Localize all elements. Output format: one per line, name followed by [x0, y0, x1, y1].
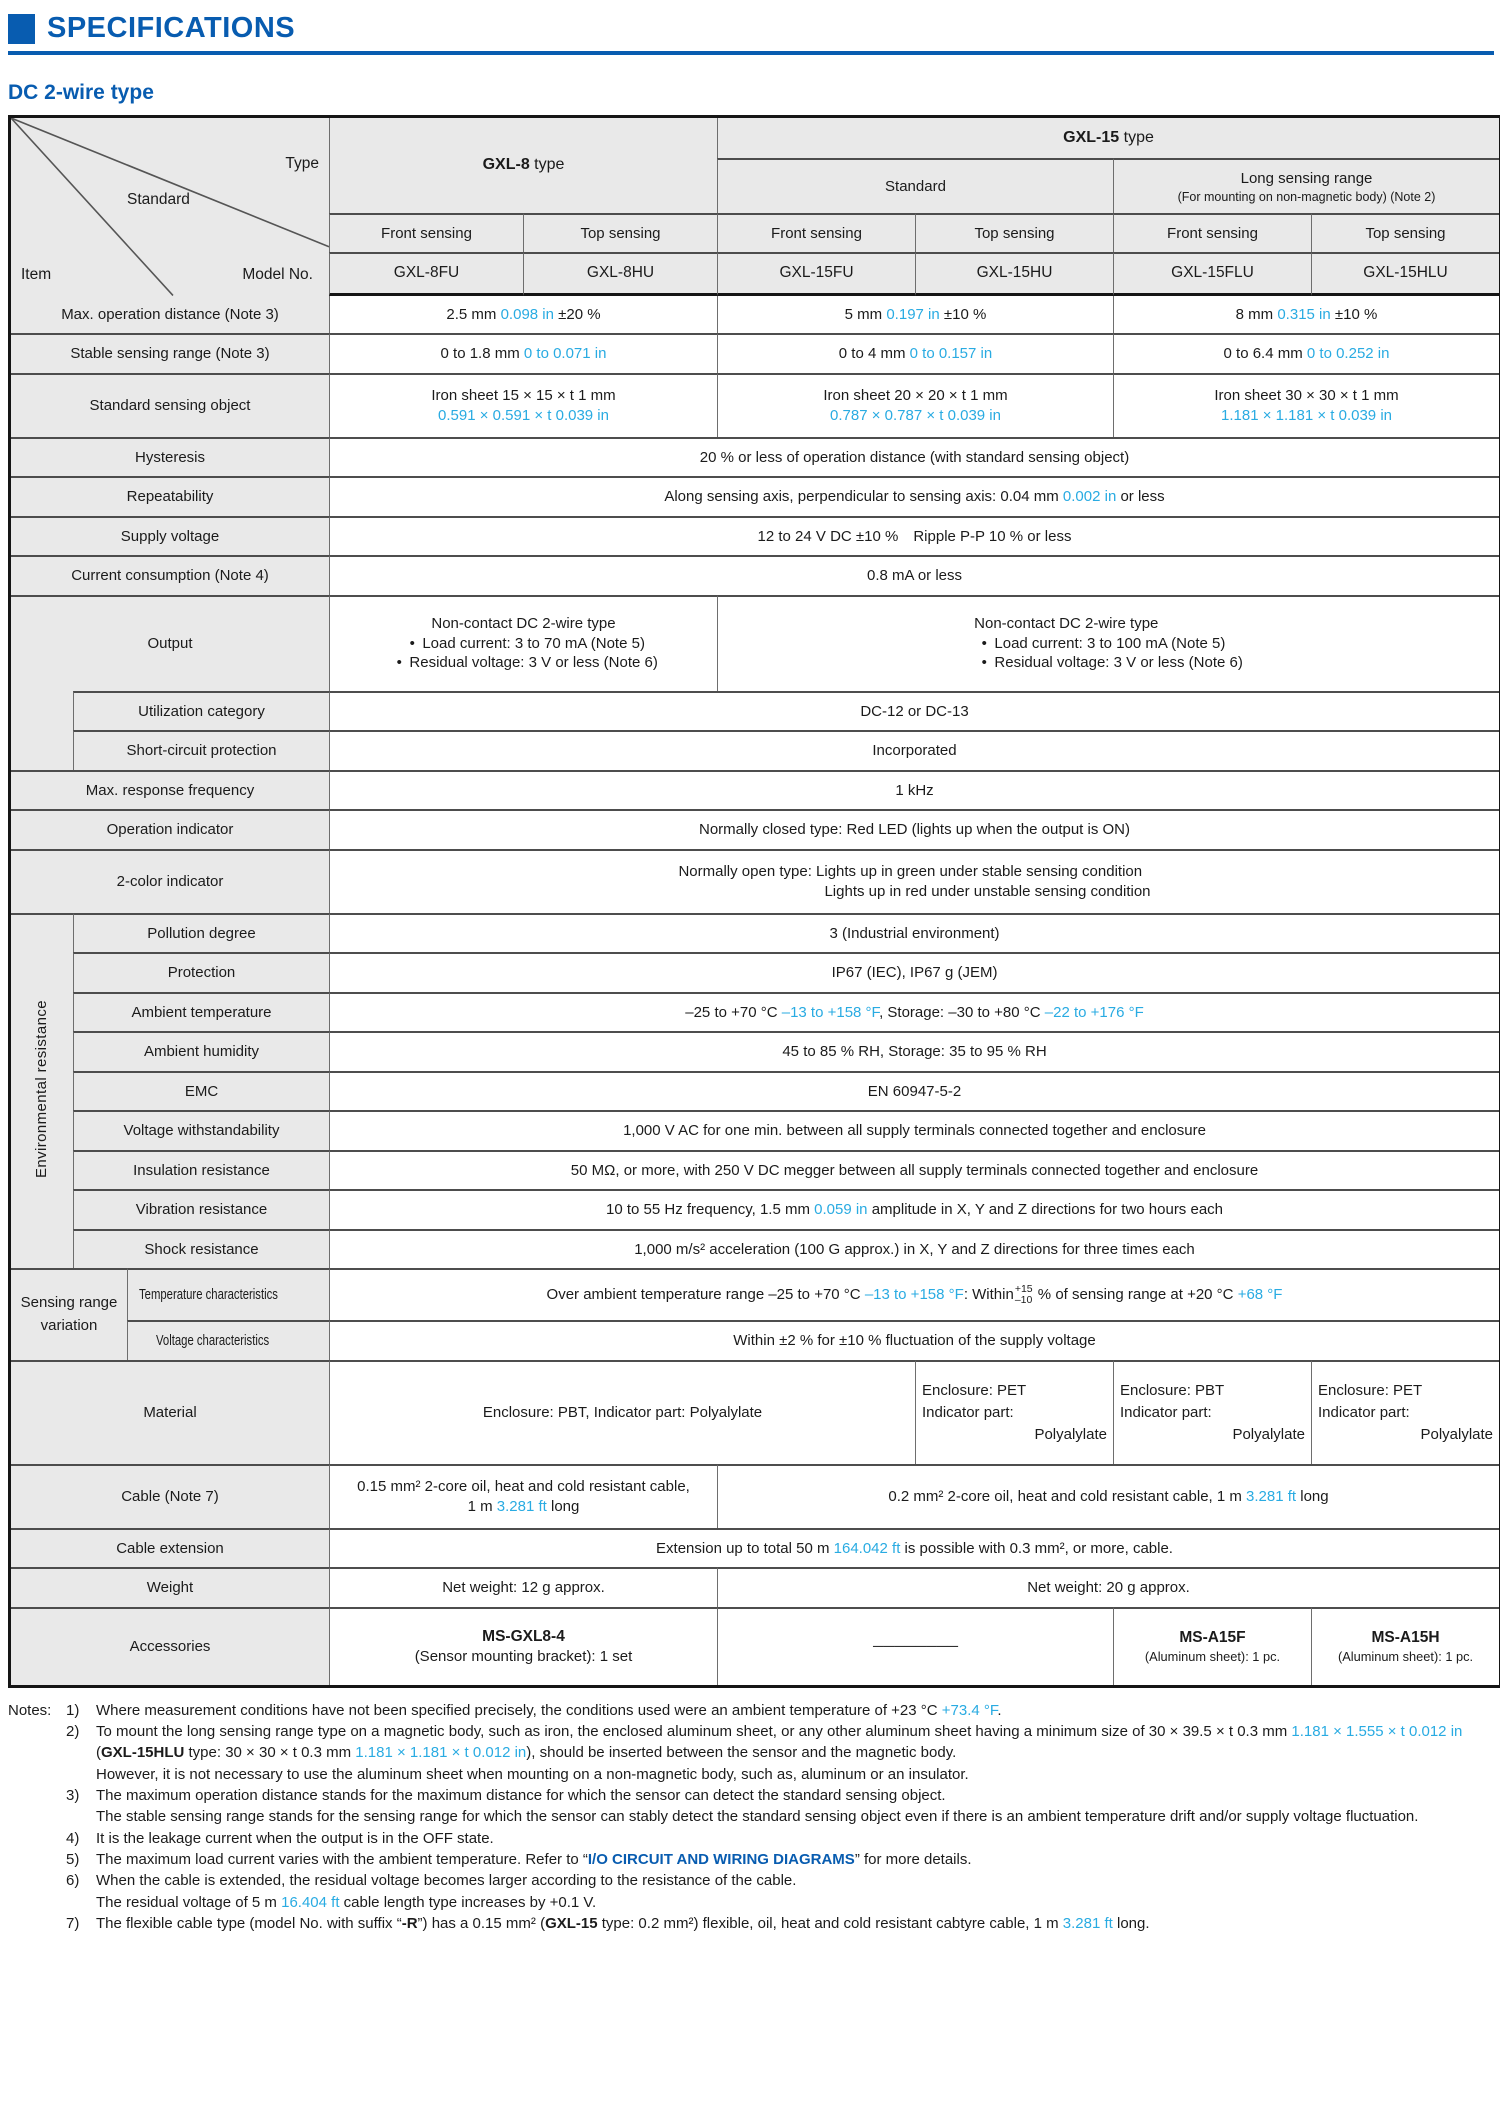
temperature-characteristics-text: Temperature characteristics	[139, 1287, 279, 1304]
row-label-shock-resistance: Shock resistance	[73, 1229, 329, 1269]
title-rule	[8, 51, 1494, 55]
row-accessories	[11, 1607, 1499, 1685]
corner-item-label: Item	[21, 266, 52, 284]
text-segment: GXL-15HLU	[101, 1744, 185, 1762]
row-label-temperature-characteristics	[127, 1268, 329, 1320]
text-segment: 0.15 mm² 2-core oil, heat and cold resistant cable, 1 m	[357, 1478, 690, 1515]
row-hysteresis	[11, 437, 1499, 477]
note-text	[96, 1700, 1494, 1721]
note-text	[96, 1721, 1494, 1785]
row-short-circuit-protection	[11, 730, 1499, 770]
row-label-operation-indicator: Operation indicator	[11, 809, 329, 849]
row-max-response-frequency	[11, 770, 1499, 810]
text-segment: 0.197 in	[886, 305, 940, 323]
cell-voltage-characteristics: Within ±2 % for ±10 % fluctuation of the supply voltage	[329, 1320, 1499, 1360]
text-segment: Over ambient temperature range –25 to +70 °C	[546, 1285, 865, 1303]
text-segment: • Residual voltage: 3 V or less (Note 6)	[974, 654, 1243, 672]
cell-gxl15-long-max-operation-distance	[1113, 296, 1499, 334]
text-segment: +68 °F	[1237, 1285, 1283, 1303]
text-segment: Non-contact DC 2-wire type	[974, 615, 1159, 633]
col-gxl15-top-sensing: Top sensing	[915, 213, 1113, 253]
text-segment: Iron sheet 30 × 30 × t 1 mm	[1214, 387, 1399, 405]
accessory-model: MS-GXL8-4	[482, 1628, 565, 1646]
text-segment: 3.281 ft	[496, 1497, 547, 1515]
cell-gxl15-std-accessories	[717, 1607, 1113, 1685]
cell-protection: IP67 (IEC), IP67 g (JEM)	[329, 952, 1499, 992]
cell-gxl15-weight: Net weight: 20 g approx.	[717, 1567, 1499, 1607]
note-1	[66, 1700, 1494, 1721]
material-enclosure: Enclosure: PET	[1318, 1382, 1423, 1400]
row-material	[11, 1360, 1499, 1464]
row-label-ambient-temperature: Ambient temperature	[73, 992, 329, 1032]
material-indicator-value: Polyalylate	[1034, 1425, 1107, 1443]
text-segment: The residual voltage of 5 m	[96, 1893, 282, 1911]
text-segment: Lights up in red under unstable sensing condition	[824, 882, 1151, 900]
col-group-long-sensing-range	[1113, 158, 1499, 213]
cell-vibration-resistance	[329, 1189, 1499, 1229]
row-protection	[11, 952, 1499, 992]
row-ambient-humidity	[11, 1031, 1499, 1071]
text-segment: is possible with 0.3 mm², or more, cable.	[900, 1539, 1173, 1557]
note-number: 1)	[66, 1701, 80, 1719]
cell-gxl8-output	[329, 595, 717, 691]
row-max-operation-distance	[11, 296, 1499, 334]
long-range-note: (For mounting on non-magnetic body) (Note 2)	[1177, 189, 1436, 204]
row-temperature-characteristics	[11, 1268, 1499, 1320]
cell-cable-extension	[329, 1528, 1499, 1568]
text-segment: 8 mm	[1235, 305, 1278, 323]
text-segment: Normally open type: Lights up in green under stable sensing condition	[678, 863, 1143, 881]
text-segment: -R	[401, 1914, 418, 1932]
row-label-voltage-withstandability: Voltage withstandability	[73, 1110, 329, 1150]
row-label-emc: EMC	[73, 1071, 329, 1111]
text-segment: ±10 %	[939, 305, 987, 323]
text-segment: Extension up to total 50 m	[656, 1539, 834, 1557]
cell-gxl8-stable-sensing-range	[329, 333, 717, 373]
text-segment: (	[96, 1744, 101, 1762]
text-segment: 1.181 × 1.181 × t 0.039 in	[1221, 406, 1392, 424]
text-segment: Iron sheet 20 × 20 × t 1 mm	[823, 387, 1008, 405]
row-label-material: Material	[11, 1360, 329, 1464]
col-gxl15-long-top-sensing: Top sensing	[1311, 213, 1499, 253]
col-group-standard: Standard	[717, 158, 1113, 213]
row-label-short-circuit-protection: Short-circuit protection	[73, 730, 329, 770]
no-accessory-dash: ────────	[872, 1638, 959, 1656]
long-range-title: Long sensing range	[1240, 170, 1373, 187]
row-label-max-operation-distance: Max. operation distance (Note 3)	[11, 296, 329, 334]
text-segment: 0.315 in	[1277, 305, 1331, 323]
io-circuit-and-wiring-diagrams-link[interactable]: I/O CIRCUIT AND WIRING DIAGRAMS	[587, 1850, 855, 1868]
cell-material-gxl15hlu	[1311, 1360, 1499, 1464]
material-indicator-value: Polyalylate	[1232, 1425, 1305, 1443]
text-segment: type: 30 × 30 × t 0.3 mm	[184, 1744, 356, 1762]
text-segment: However, it is not necessary to use the aluminum sheet when mounting on a non-magnetic body, such as, aluminum or an insulator.	[96, 1765, 969, 1783]
text-segment: 0.787 × 0.787 × t 0.039 in	[830, 406, 1001, 424]
cell-short-circuit-protection: Incorporated	[329, 730, 1499, 770]
cell-material-gxl15hu	[915, 1360, 1113, 1464]
model-gxl-15fu: GXL-15FU	[717, 252, 915, 295]
cell-gxl8-accessories	[329, 1607, 717, 1685]
note-text	[96, 1828, 1494, 1849]
material-indicator: Indicator part:	[1318, 1403, 1410, 1421]
specifications-table	[8, 115, 1500, 1688]
cell-gxl15-std-standard-sensing-object	[717, 373, 1113, 437]
row-operation-indicator	[11, 809, 1499, 849]
accessory-description: (Aluminum sheet): 1 pc.	[1337, 1648, 1474, 1664]
text-segment: 0.002 in	[1062, 488, 1117, 506]
note-5	[66, 1849, 1494, 1870]
cell-repeatability	[329, 476, 1499, 516]
cell-shock-resistance: 1,000 m/s² acceleration (100 G approx.) in X, Y and Z directions for three times each	[329, 1229, 1499, 1269]
text-segment: ), should be inserted between the sensor and the magnetic body.	[526, 1744, 957, 1762]
note-text	[96, 1849, 1494, 1870]
cell-two-color-indicator	[329, 849, 1499, 913]
row-weight	[11, 1567, 1499, 1607]
cell-gxl15-output	[717, 595, 1499, 691]
text-segment: –13 to +158 °F	[781, 1003, 880, 1021]
row-label-pollution-degree: Pollution degree	[73, 913, 329, 953]
gxl15-output-block	[974, 614, 1243, 673]
cell-ambient-humidity: 45 to 85 % RH, Storage: 35 to 95 % RH	[329, 1031, 1499, 1071]
text-segment: Non-contact DC 2-wire type	[431, 615, 616, 633]
text-segment: 0 to 1.8 mm	[440, 345, 524, 363]
cell-gxl15-cable	[717, 1464, 1499, 1528]
notes-section	[8, 1700, 1494, 1934]
text-segment: GXL-15	[545, 1914, 598, 1932]
model-gxl-15flu: GXL-15FLU	[1113, 252, 1311, 295]
text-segment: type: 0.2 mm²) flexible, oil, heat and cold resistant cabtyre cable, 1 m	[597, 1914, 1063, 1932]
cell-material-gxl8-gxl15fu: Enclosure: PBT, Indicator part: Polyalylate	[329, 1360, 915, 1464]
text-segment: 0.591 × 0.591 × t 0.039 in	[438, 406, 609, 424]
row-label-utilization-category: Utilization category	[73, 691, 329, 731]
row-emc	[11, 1071, 1499, 1111]
cell-emc: EN 60947-5-2	[329, 1071, 1499, 1111]
cell-gxl15flu-accessories	[1113, 1607, 1311, 1685]
row-shock-resistance	[11, 1229, 1499, 1269]
text-segment: 0 to 0.252 in	[1306, 345, 1390, 363]
text-segment: 2.5 mm	[446, 305, 501, 323]
corner-model-no-label: Model No.	[242, 266, 313, 284]
row-supply-voltage	[11, 516, 1499, 556]
row-vibration-resistance	[11, 1189, 1499, 1229]
accessory-description: (Aluminum sheet): 1 pc.	[1144, 1648, 1281, 1664]
cell-gxl15hlu-accessories	[1311, 1607, 1499, 1685]
group-sensing-range-variation: Sensing range variation	[11, 1268, 127, 1360]
row-label-supply-voltage: Supply voltage	[11, 516, 329, 556]
row-label-vibration-resistance: Vibration resistance	[73, 1189, 329, 1229]
text-segment: % of sensing range at +20 °C	[1033, 1285, 1238, 1303]
cell-gxl15-std-stable-sensing-range	[717, 333, 1113, 373]
text-segment: –22 to +176 °F	[1044, 1003, 1144, 1021]
text-segment: Where measurement conditions have not been specified precisely, the conditions used were an ambient temperature of +23 °C	[96, 1701, 942, 1719]
group-environmental-resistance	[11, 913, 73, 1269]
row-cable	[11, 1464, 1499, 1528]
row-label-stable-sensing-range: Stable sensing range (Note 3)	[11, 333, 329, 373]
row-label-accessories: Accessories	[11, 1607, 329, 1685]
gxl15-type-suffix: type	[1119, 128, 1154, 146]
text-segment: It is the leakage current when the output is in the OFF state.	[96, 1829, 494, 1847]
cell-insulation-resistance: 50 MΩ, or more, with 250 V DC megger between all supply terminals connected together and enclosure	[329, 1150, 1499, 1190]
text-segment: 0 to 4 mm	[838, 345, 910, 363]
text-segment: 16.404 ft	[281, 1893, 340, 1911]
text-segment: or less	[1116, 488, 1165, 506]
col-group-gxl15	[717, 118, 1499, 158]
corner-type-label: Type	[285, 155, 319, 172]
row-insulation-resistance	[11, 1150, 1499, 1190]
cell-supply-voltage: 12 to 24 V DC ±10 % Ripple P-P 10 % or less	[329, 516, 1499, 556]
row-ambient-temperature	[11, 992, 1499, 1032]
text-segment: 1.181 × 1.181 × t 0.012 in	[355, 1744, 527, 1762]
text-segment: 3.281 ft	[1246, 1488, 1297, 1506]
cell-hysteresis: 20 % or less of operation distance (with standard sensing object)	[329, 437, 1499, 477]
text-segment: 10 to 55 Hz frequency, 1.5 mm	[605, 1201, 815, 1219]
text-segment: 3.281 ft	[1062, 1914, 1113, 1932]
text-segment: , Storage: –30 to +80 °C	[879, 1003, 1045, 1021]
note-3	[66, 1785, 1494, 1828]
text-segment: +15 –10	[1014, 1283, 1033, 1307]
text-segment: : Within	[963, 1285, 1014, 1303]
model-gxl-15hlu: GXL-15HLU	[1311, 252, 1499, 295]
cell-voltage-withstandability: 1,000 V AC for one min. between all supply terminals connected together and enclosure	[329, 1110, 1499, 1150]
text-segment: 0.059 in	[814, 1201, 868, 1219]
note-number: 7)	[66, 1914, 80, 1932]
notes-heading: Notes:	[8, 1701, 52, 1719]
text-segment: 0 to 6.4 mm	[1223, 345, 1307, 363]
gxl8-type-suffix: type	[529, 156, 565, 174]
row-current-consumption	[11, 555, 1499, 595]
cell-utilization-category: DC-12 or DC-13	[329, 691, 1499, 731]
text-segment: 5 mm	[844, 305, 887, 323]
cell-gxl15-long-standard-sensing-object	[1113, 373, 1499, 437]
row-label-insulation-resistance: Insulation resistance	[73, 1150, 329, 1190]
text-segment: ±20 %	[553, 305, 601, 323]
text-segment: The maximum load current varies with the ambient temperature. Refer to “	[96, 1850, 588, 1868]
notes-list	[66, 1700, 1494, 1934]
material-enclosure: Enclosure: PET	[922, 1382, 1027, 1400]
row-label-current-consumption: Current consumption (Note 4)	[11, 555, 329, 595]
row-voltage-withstandability	[11, 1110, 1499, 1150]
text-segment: • Load current: 3 to 70 mA (Note 5)	[402, 634, 645, 652]
section-title-bar	[8, 12, 1494, 45]
row-cable-extension	[11, 1528, 1499, 1568]
output-group-strip	[11, 730, 73, 770]
cell-gxl15-long-stable-sensing-range	[1113, 333, 1499, 373]
text-segment: The stable sensing range stands for the sensing range for which the sensor can stably detect the standard sensing object even if there is an ambient temperature drift and/or supply voltage fluctuation.	[96, 1808, 1419, 1826]
row-voltage-characteristics	[11, 1320, 1499, 1360]
note-number: 4)	[66, 1829, 80, 1847]
text-segment: • Residual voltage: 3 V or less (Note 6)	[389, 654, 658, 672]
row-label-hysteresis: Hysteresis	[11, 437, 329, 477]
voltage-characteristics-text: Voltage characteristics	[155, 1333, 270, 1350]
text-segment: When the cable is extended, the residual voltage becomes larger according to the resistance of the cable.	[96, 1872, 797, 1890]
cell-gxl15-std-max-operation-distance	[717, 296, 1113, 334]
note-text	[96, 1785, 1494, 1828]
cell-gxl8-cable	[329, 1464, 717, 1528]
output-group-strip	[11, 691, 73, 731]
text-segment: 0.098 in	[500, 305, 554, 323]
col-gxl15-long-front-sensing: Front sensing	[1113, 213, 1311, 253]
cell-material-gxl15flu	[1113, 1360, 1311, 1464]
row-label-two-color-indicator: 2-color indicator	[11, 849, 329, 913]
text-segment: 0 to 0.071 in	[523, 345, 607, 363]
row-label-max-response-frequency: Max. response frequency	[11, 770, 329, 810]
text-segment: ” for more details.	[854, 1850, 972, 1868]
model-gxl-15hu: GXL-15HU	[915, 252, 1113, 295]
row-label-output: Output	[11, 595, 329, 691]
note-7	[66, 1913, 1494, 1934]
text-segment: • Load current: 3 to 100 mA (Note 5)	[974, 634, 1226, 652]
text-segment: Along sensing axis, perpendicular to sensing axis: 0.04 mm	[664, 488, 1063, 506]
text-segment: 164.042 ft	[833, 1539, 901, 1557]
text-segment: 0 to 0.157 in	[909, 345, 993, 363]
row-label-standard-sensing-object: Standard sensing object	[11, 373, 329, 437]
model-gxl-8hu: GXL-8HU	[523, 252, 717, 295]
row-output	[11, 595, 1499, 691]
row-pollution-degree	[11, 913, 1499, 953]
text-segment: The flexible cable type (model No. with suffix “	[96, 1914, 402, 1932]
cell-max-response-frequency: 1 kHz	[329, 770, 1499, 810]
text-segment: .	[997, 1701, 1002, 1719]
note-number: 3)	[66, 1787, 80, 1805]
note-text	[96, 1870, 1494, 1913]
row-label-voltage-characteristics	[127, 1320, 329, 1360]
row-label-cable-extension: Cable extension	[11, 1528, 329, 1568]
material-indicator-value: Polyalylate	[1420, 1425, 1494, 1443]
two-color-indicator-block	[678, 862, 1150, 901]
text-segment: cable length type increases by +0.1 V.	[339, 1893, 597, 1911]
title-square-icon	[8, 14, 35, 44]
row-label-cable: Cable (Note 7)	[11, 1464, 329, 1528]
cell-pollution-degree: 3 (Industrial environment)	[329, 913, 1499, 953]
row-two-color-indicator	[11, 849, 1499, 913]
accessory-model: MS-A15F	[1179, 1629, 1246, 1647]
text-segment: +73.4 °F	[941, 1701, 998, 1719]
cell-current-consumption: 0.8 mA or less	[329, 555, 1499, 595]
material-enclosure: Enclosure: PBT	[1120, 1382, 1225, 1400]
row-repeatability	[11, 476, 1499, 516]
text-segment: 0.2 mm² 2-core oil, heat and cold resistant cable, 1 m	[888, 1488, 1247, 1506]
text-segment: long	[1296, 1488, 1329, 1506]
cell-gxl8-max-operation-distance	[329, 296, 717, 334]
note-number: 6)	[66, 1872, 80, 1890]
gxl15-type-name: GXL-15	[1063, 128, 1120, 146]
accessory-description: (Sensor mounting bracket): 1 set	[414, 1648, 633, 1666]
col-gxl15-front-sensing: Front sensing	[717, 213, 915, 253]
gxl8-type-name: GXL-8	[482, 156, 530, 174]
cell-gxl8-standard-sensing-object	[329, 373, 717, 437]
accessory-model: MS-A15H	[1371, 1629, 1440, 1647]
row-label-repeatability: Repeatability	[11, 476, 329, 516]
note-text	[96, 1913, 1494, 1934]
text-segment: long	[546, 1497, 580, 1515]
col-gxl8-front-sensing: Front sensing	[329, 213, 523, 253]
cell-temperature-characteristics	[329, 1268, 1499, 1320]
note-6	[66, 1870, 1494, 1913]
corner-standard-label: Standard	[127, 191, 190, 208]
note-number: 5)	[66, 1850, 80, 1868]
text-segment: long.	[1112, 1914, 1150, 1932]
col-group-gxl8	[329, 118, 717, 213]
page-title: SPECIFICATIONS	[47, 12, 296, 44]
material-indicator: Indicator part:	[922, 1403, 1014, 1421]
cell-gxl8-weight: Net weight: 12 g approx.	[329, 1567, 717, 1607]
row-label-weight: Weight	[11, 1567, 329, 1607]
header-row-type	[11, 118, 1499, 158]
row-label-protection: Protection	[73, 952, 329, 992]
row-label-ambient-humidity: Ambient humidity	[73, 1031, 329, 1071]
cell-ambient-temperature	[329, 992, 1499, 1032]
note-2	[66, 1721, 1494, 1785]
text-segment: ±10 %	[1330, 305, 1378, 323]
col-gxl8-top-sensing: Top sensing	[523, 213, 717, 253]
model-gxl-8fu: GXL-8FU	[329, 252, 523, 295]
environmental-resistance-label: Environmental resistance	[33, 999, 51, 1178]
text-segment: –13 to +158 °F	[864, 1285, 964, 1303]
cell-operation-indicator: Normally closed type: Red LED (lights up when the output is ON)	[329, 809, 1499, 849]
row-stable-sensing-range	[11, 333, 1499, 373]
text-segment: 1.181 × 1.555 × t 0.012 in	[1291, 1723, 1463, 1741]
text-segment: Iron sheet 15 × 15 × t 1 mm	[431, 387, 616, 405]
row-standard-sensing-object	[11, 373, 1499, 437]
corner-header-cell	[11, 118, 329, 296]
text-segment: To mount the long sensing range type on a magnetic body, such as iron, the enclosed aluminum sheet, or any other aluminum sheet having a minimum size of 30 × 39.5 × t 0.3 mm	[96, 1723, 1292, 1741]
text-segment: –25 to +70 °C	[685, 1003, 782, 1021]
text-segment: The maximum operation distance stands for the maximum distance for which the sensor can detect the standard sensing object.	[96, 1787, 946, 1805]
note-number: 2)	[66, 1723, 80, 1741]
row-utilization-category	[11, 691, 1499, 731]
text-segment: ”) has a 0.15 mm² (	[417, 1914, 546, 1932]
text-segment: amplitude in X, Y and Z directions for two hours each	[867, 1201, 1224, 1219]
note-4	[66, 1828, 1494, 1849]
subsection-title: DC 2-wire type	[8, 81, 154, 104]
material-indicator: Indicator part:	[1120, 1403, 1212, 1421]
